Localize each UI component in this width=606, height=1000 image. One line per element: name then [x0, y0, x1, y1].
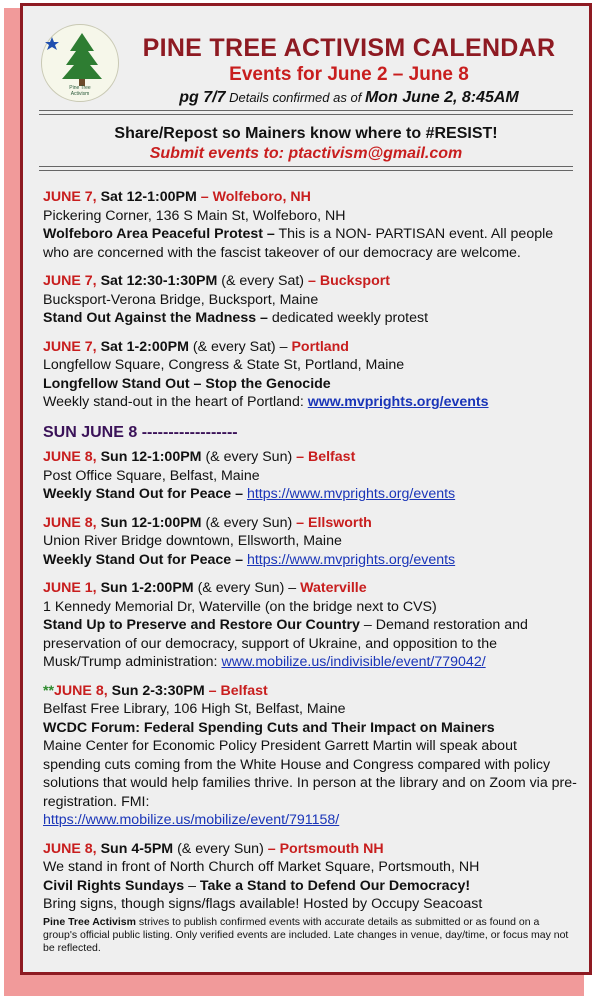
- divider-top: [39, 110, 573, 115]
- event-link[interactable]: https://www.mobilize.us/mobilize/event/791158/: [43, 812, 340, 828]
- event-name: Weekly Stand Out for Peace –: [43, 486, 244, 502]
- event-desc: Weekly stand-out in the heart of Portland:: [43, 394, 304, 410]
- event-place: Wolfeboro, NH: [212, 189, 311, 205]
- event-place: Belfast: [220, 682, 268, 699]
- event-date: JUNE 1,: [43, 580, 97, 596]
- event-address: Bucksport-Verona Bridge, Bucksport, Maine: [43, 291, 319, 308]
- event-link[interactable]: https://www.mvprights.org/events: [246, 551, 456, 568]
- confirmed-datetime: Mon June 2, 8:45AM: [364, 89, 519, 106]
- event-link[interactable]: https://www.mvprights.org/events: [246, 486, 456, 502]
- event-item: JUNE 8, Sun 12-1:00PM (& every Sun) – Belfast Post Office Square, Belfast, Maine Weekly Stand Out for Peace – https://www.mvprights.org/events: [43, 448, 578, 504]
- event-name: Civil Rights Sundays: [43, 877, 185, 894]
- event-address: 1 Kennedy Memorial Dr, Waterville (on the bridge next to CVS): [43, 598, 437, 615]
- event-date: JUNE 7,: [43, 189, 97, 205]
- event-item: **JUNE 8, Sun 2-3:30PM – Belfast Belfast Free Library, 106 High St, Belfast, Maine WCDC Forum: Federal Spending Cuts and Their Impact on Mainers Maine Center for Economic Policy President Garrett Martin will speak about spending cuts coming from the White House and Congress compared with policy solutions that would help families thrive. In person at the library and on Zoom via pre-registration. FMI: https://www.mobilize.us/mobilize/event/791158/: [43, 682, 577, 828]
- event-item: JUNE 7, Sat 1-2:00PM (& every Sat) – Portland Longfellow Square, Congress & State St, Portland, Maine Longfellow Stand Out – Stop the Genocide Weekly stand-out in the heart of Portland: www.mvprights.org/events: [43, 338, 578, 412]
- page-number: pg 7/7: [179, 89, 226, 106]
- submit-line: Submit events to: ptactivism@gmail.com: [149, 145, 463, 162]
- event-name: Stand Out Against the Madness –: [43, 310, 268, 326]
- event-desc: Maine Center for Economic Policy President Garrett Martin will speak about spending cuts coming from the White House and Congress compared with policy solutions that would help families thrive. In person at the library and on Zoom via pre-registration. FMI:: [43, 738, 577, 810]
- event-item: JUNE 1, Sun 1-2:00PM (& every Sun) – Waterville 1 Kennedy Memorial Dr, Waterville (on the bridge next to CVS) Stand Up to Preserve and Restore Our Country – Demand restoration and preservation of our democracy, support of Ukraine, and opposition to the Musk/Trump administration: www.mobilize.us/indivisible/event/779042/: [43, 579, 578, 672]
- confirmed-label: Details confirmed as of: [229, 90, 362, 105]
- event-recurring: (& every Sat): [221, 273, 305, 289]
- event-list: [43, 188, 578, 924]
- event-link[interactable]: www.mobilize.us/indivisible/event/779042/: [221, 654, 486, 670]
- event-place: Waterville: [300, 580, 367, 596]
- event-name: WCDC Forum: Federal Spending Cuts and Their Impact on Mainers: [43, 719, 495, 736]
- event-place: Portsmouth NH: [279, 840, 384, 857]
- pine-tree-logo: [41, 24, 119, 102]
- event-link[interactable]: www.mvprights.org/events: [307, 394, 489, 410]
- event-name-2: Take a Stand to Defend Our Democracy!: [199, 877, 471, 894]
- event-time: Sun 12-1:00PM: [100, 514, 202, 531]
- divider-bottom: [39, 166, 573, 171]
- event-address: Union River Bridge downtown, Ellsworth, Maine: [43, 533, 342, 549]
- event-time: Sat 12-1:00PM: [100, 189, 197, 205]
- event-place: Belfast: [307, 449, 356, 465]
- event-time: Sat 1-2:00PM: [100, 338, 189, 355]
- event-address: Belfast Free Library, 106 High St, Belfast, Maine: [43, 701, 346, 717]
- event-time: Sun 12-1:00PM: [100, 449, 202, 465]
- event-date: JUNE 8,: [43, 449, 97, 465]
- event-time: Sun 4-5PM: [100, 840, 174, 857]
- event-time: Sun 2-3:30PM: [111, 682, 205, 699]
- share-line: Share/Repost so Mainers know where to #RESIST!: [114, 125, 498, 142]
- event-desc: This is a NON- PARTISAN event. All people who are concerned with the fascist takeover of our democracy are welcome.: [43, 226, 554, 261]
- event-desc: dedicated weekly protest: [271, 310, 429, 326]
- event-place: Bucksport: [319, 273, 391, 289]
- logo-line1: Pine Tree: [69, 85, 91, 91]
- event-recurring: (& every Sun): [205, 514, 293, 531]
- event-desc: Bring signs, though signs/flags available! Hosted by Occupy Seacoast: [43, 896, 483, 912]
- page-subtitle: Events for June 2 – June 8: [229, 64, 469, 85]
- event-recurring: (& every Sun): [197, 580, 285, 596]
- event-item: JUNE 8, Sun 4-5PM (& every Sun) – Portsmouth NH We stand in front of North Church off Market Square, Portsmouth, NH Civil Rights Sundays – Take a Stand to Defend Our Democracy! Bring signs, though signs/flags available! Hosted by Occupy Seacoast: [43, 840, 578, 914]
- event-place: Ellsworth: [307, 514, 372, 531]
- event-stars: **: [43, 682, 55, 699]
- event-time: Sat 12:30-1:30PM: [100, 273, 218, 289]
- footer-org: Pine Tree Activism: [43, 916, 136, 928]
- event-place: Portland: [291, 338, 349, 355]
- event-date: JUNE 7,: [43, 273, 97, 289]
- event-address: Pickering Corner, 136 S Main St, Wolfeboro, NH: [43, 207, 346, 224]
- event-address: Longfellow Square, Congress & State St, Portland, Maine: [43, 357, 405, 373]
- event-date: JUNE 8,: [54, 682, 108, 699]
- event-date: JUNE 8,: [43, 514, 97, 531]
- footer-disclaimer: [43, 916, 573, 955]
- event-item: JUNE 7, Sat 12-1:00PM – Wolfeboro, NH Pickering Corner, 136 S Main St, Wolfeboro, NH Wolfeboro Area Peaceful Protest – This is a NON- PARTISAN event. All people who are concerned with the fascist takeover of our democracy are welcome.: [43, 188, 578, 262]
- event-time: Sun 1-2:00PM: [100, 580, 194, 596]
- event-address: We stand in front of North Church off Market Square, Portsmouth, NH: [43, 859, 480, 875]
- event-item: JUNE 8, Sun 12-1:00PM (& every Sun) – Ellsworth Union River Bridge downtown, Ellsworth, Maine Weekly Stand Out for Peace – https://www.mvprights.org/events: [43, 514, 578, 570]
- event-name: Weekly Stand Out for Peace –: [43, 551, 244, 568]
- event-item: JUNE 7, Sat 12:30-1:30PM (& every Sat) – Bucksport Bucksport-Verona Bridge, Bucksport, Maine Stand Out Against the Madness – dedicated weekly protest: [43, 272, 578, 328]
- event-date: JUNE 7,: [43, 338, 97, 355]
- event-desc: – Demand restoration and preservation of our democracy, support of Ukraine, and opposition to the Musk/Trump administration:: [43, 617, 528, 670]
- event-recurring: (& every Sun): [177, 840, 264, 857]
- footer-text: strives to publish confirmed events with accurate details as submitted or as found on a group's official public listing. Only verified events are included. Late changes in venue, day/time, or focus may not be reflected.: [43, 916, 569, 954]
- page-meta: [119, 89, 579, 107]
- event-recurring: (& every Sat): [192, 338, 276, 355]
- logo-line2: Activism: [70, 91, 90, 97]
- event-name: Stand Up to Preserve and Restore Our Country: [43, 617, 360, 633]
- event-date: JUNE 8,: [43, 840, 97, 857]
- event-name: Longfellow Stand Out – Stop the Genocide: [43, 375, 331, 392]
- event-name: Wolfeboro Area Peaceful Protest –: [43, 226, 275, 242]
- calendar-card: [20, 3, 592, 975]
- event-recurring: (& every Sun): [205, 449, 293, 465]
- event-address: Post Office Square, Belfast, Maine: [43, 467, 260, 484]
- sunday-header: SUN JUNE 8 ------------------: [43, 423, 238, 441]
- page-title: PINE TREE ACTIVISM CALENDAR: [142, 34, 556, 62]
